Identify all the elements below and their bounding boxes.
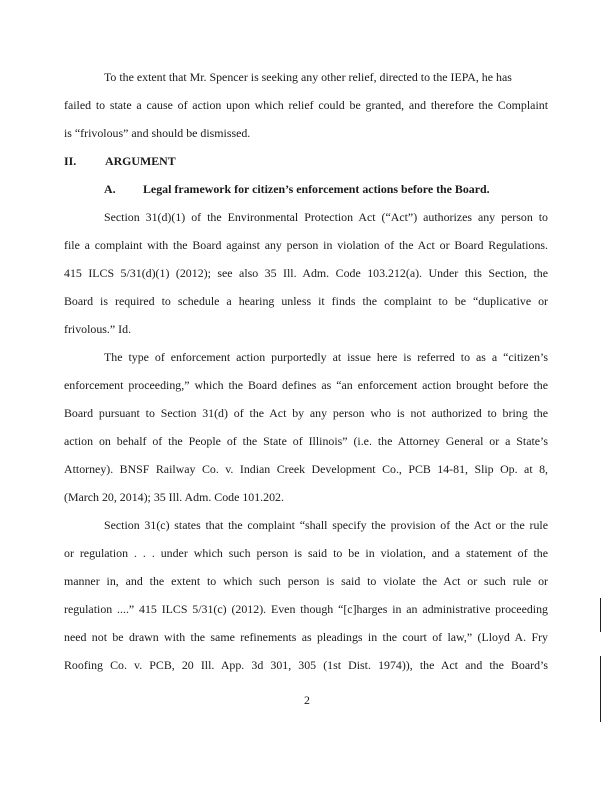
- body-line: failed to state a cause of action upon which relief could be granted, and therefore the Complaint: [64, 98, 548, 112]
- revision-bar: [600, 656, 601, 722]
- body-line: or regulation . . . under which such person is said to be in violation, and a statement of the: [64, 546, 548, 560]
- body-line: action on behalf of the People of the State of Illinois” (i.e. the Attorney General or a State’s: [64, 434, 548, 448]
- body-line: 415 ILCS 5/31(d)(1) (2012); see also 35 Ill. Adm. Code 103.212(a). Under this Section, the: [64, 266, 548, 280]
- page-number: 2: [304, 693, 310, 707]
- body-line: Section 31(d)(1) of the Environmental Protection Act (“Act”) authorizes any person to: [104, 210, 548, 224]
- body-line: file a complaint with the Board against any person in violation of the Act or Board Regulations.: [64, 238, 548, 252]
- body-line: regulation ....” 415 ILCS 5/31(c) (2012). Even though “[c]harges in an administrative proceeding: [64, 602, 548, 616]
- body-line: Attorney). BNSF Railway Co. v. Indian Creek Development Co., PCB 14-81, Slip Op. at 8,: [64, 462, 548, 476]
- body-line: (March 20, 2014); 35 Ill. Adm. Code 101.202.: [64, 490, 284, 504]
- body-line: The type of enforcement action purportedly at issue here is referred to as a “citizen’s: [104, 350, 548, 364]
- body-line: need not be drawn with the same refinements as pleadings in the court of law,” (Lloyd A. Fry: [64, 630, 548, 644]
- subsection-letter: A.: [104, 182, 116, 196]
- section-title: ARGUMENT: [105, 154, 176, 168]
- body-line: enforcement proceeding,” which the Board defines as “an enforcement action brought before the: [64, 378, 548, 392]
- body-line: is “frivolous” and should be dismissed.: [64, 126, 251, 140]
- section-number: II.: [64, 154, 77, 168]
- body-line: Board is required to schedule a hearing unless it finds the complaint to be “duplicative or: [64, 294, 548, 308]
- body-line: Board pursuant to Section 31(d) of the Act by any person who is not authorized to bring the: [64, 406, 548, 420]
- subsection-title: Legal framework for citizen’s enforcement actions before the Board.: [143, 182, 490, 196]
- body-line: Roofing Co. v. PCB, 20 Ill. App. 3d 301, 305 (1st Dist. 1974)), the Act and the Board’s: [64, 658, 548, 672]
- body-line: frivolous.” Id.: [64, 322, 132, 336]
- body-line: manner in, and the extent to which such person is said to violate the Act or such rule or: [64, 574, 548, 588]
- body-line: Section 31(c) states that the complaint “shall specify the provision of the Act or the rule: [104, 518, 548, 532]
- section-heading: [64, 154, 548, 169]
- body-line: To the extent that Mr. Spencer is seeking any other relief, directed to the IEPA, he has: [104, 70, 512, 84]
- subsection-heading: [104, 182, 588, 197]
- revision-bar: [600, 598, 601, 632]
